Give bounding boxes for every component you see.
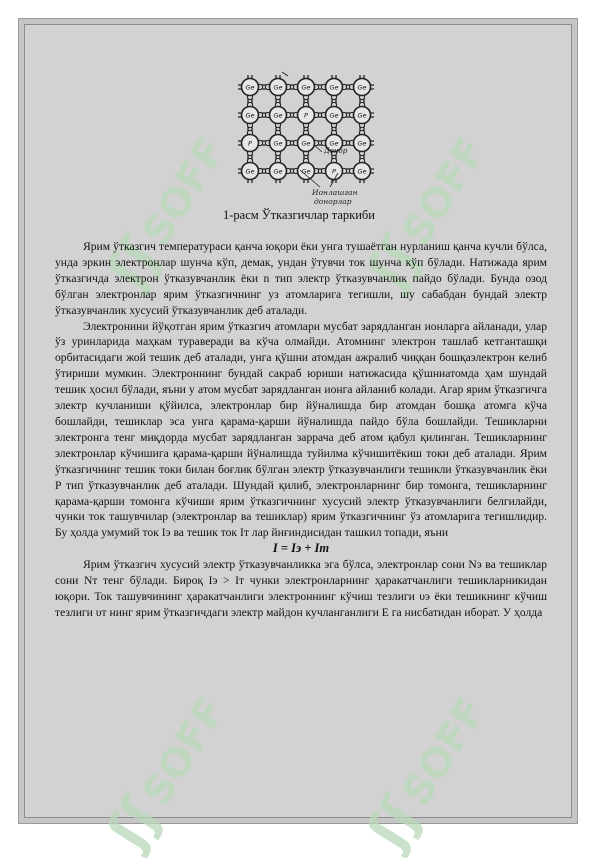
atom-label: P	[248, 139, 252, 148]
atom-label: Ge	[245, 167, 255, 176]
atom-label: Ge	[273, 111, 283, 120]
atom-label: Ge	[357, 139, 367, 148]
body-text	[55, 239, 547, 621]
atom-label: Ge	[273, 167, 283, 176]
formula: I = Iэ + Iт	[272, 541, 330, 556]
paragraph: Электронини йўқотган ярим ўтказгич атомлари мусбат зарядланган ионларга айланади, улар ўз уринларида маҳкам тураверади ва кўча олмайди. Атомнинг электрон ташлаб кетганташқи орбитасидаги жой тешик деб аталади, унга қўшни атомдан ажралиб чиққан бошқаэлектрон келиб ўтириши мумкин. Электроннинг бундай сакраб юриши натижасида қўшниатомда ҳам шундай тешик ҳосил бўлади, яъни у атом мусбат зарядланган ионга айланиб колади. Агар ярим ўтказгичга электр кучланиши қўйилса, электронлар бир йўналишда бир атомдан бошқа атомга кўча бошлайди, тешиклар эса унга қарама-қарши йўналишда пайдо бўла бошлайди. Тешикларни электронга тенг миқдорда мусбат зарядланган заррача деб атом қабул қилинган. Тешикларнинг электронлар кўчишига қарама-қарши йўналишда туйилма кўчишитёкиш токи деб аталади. Ярим ўтказгичнинг тешик токи билан боғлик бўлган электр ўтказувчанлиги тешикли ўтказувчанлик ёки P тип ўтказувчанлик деб аталади. Шундай қилиб, электронларнинг бир томонга, тешикларнинг қарама-қарши томонга кўчиши ярим ўтказгичнинг хусусий электр ўтказувчанлиги белгилайди, чунки ток ташувчилар (электронлар ва тешиклар) ярим ўтказгичнинг ўз атомларига тегишлидир. Бу ҳолда умумий ток Iэ ва тешик ток Iт лар йиғиндисидан ташкил топади, яъни	[55, 319, 547, 540]
atom-label: Ge	[273, 83, 283, 92]
atom-label: Ge	[329, 139, 339, 148]
atom-label: Ge	[357, 167, 367, 176]
ionized-donors-label-2: донорлар	[314, 197, 352, 206]
ionized-donors-label-1: Ионлашган	[312, 188, 358, 197]
atom-label: Ge	[329, 111, 339, 120]
atom-label: Ge	[273, 139, 283, 148]
watermark-logo-icon: ʃʃ	[355, 226, 433, 299]
donor-label: Донор	[324, 147, 348, 155]
watermark-logo-icon: ʃʃ	[95, 786, 173, 858]
watermark: ʃʃSOFF	[355, 129, 496, 299]
atom-label: Ge	[357, 111, 367, 120]
atom-label: Ge	[301, 167, 311, 176]
watermark: ʃʃSOFF	[95, 689, 236, 858]
watermark: ʃʃSOFF	[95, 129, 236, 299]
figure-caption: 1-расм Ўтказгичлар таркиби	[223, 208, 375, 222]
atom-label: Ge	[357, 83, 367, 92]
atom-label: Ge	[301, 139, 311, 148]
atom-label: Ge	[245, 83, 255, 92]
watermark: ʃʃSOFF	[355, 689, 496, 858]
paragraph: Ярим ўтказгич температураси қанча юқори ёки унга тушаётган нурланиш қанча кучли бўлса, унда эркин электронлар шунча кўп, демак, ундан ўтувчи ток шунча кўп бўлади. Натижада ярим ўтказгичда электрон ўтказувчанлик ёки n тип электр ўтказувчанлик пайдо бўлади. Бунда озод бўлган электронлар ярим ўтказгичнинг уз атомларига тегишли, шу сабабдан бундай электр ўтказувчанлик хусусий ўтказувчанлик деб аталади.	[55, 240, 547, 317]
watermark-logo-icon: ʃʃ	[95, 226, 173, 299]
atom-label: Ge	[245, 111, 255, 120]
watermark-logo-icon: ʃʃ	[355, 786, 433, 858]
atom-label: Ge	[329, 83, 339, 92]
atom-label: P	[304, 111, 308, 120]
atom-label: P	[332, 167, 336, 176]
crystal-lattice-diagram	[230, 65, 380, 215]
paragraph: Ярим ўтказгич хусусий электр ўтказувчанликка эга бўлса, электронлар сони Nэ ва тешиклар сони Nт тенг бўлади. Бироқ Iэ > Iт чунки электронларнинг ҳаракатчанлиги тешикларникидан юқори. Ток ташувчининг ҳаракатчанлиги электроннинг кўчиш тезлиги υэ ёки тешикнинг кўчиш тезлиги υт нинг ярим ўтказгичдаги электр майдон кучланганлиги E га нисбатидан иборат. У ҳолда	[55, 558, 547, 619]
document-page	[24, 24, 572, 858]
atom-label: Ge	[301, 83, 311, 92]
